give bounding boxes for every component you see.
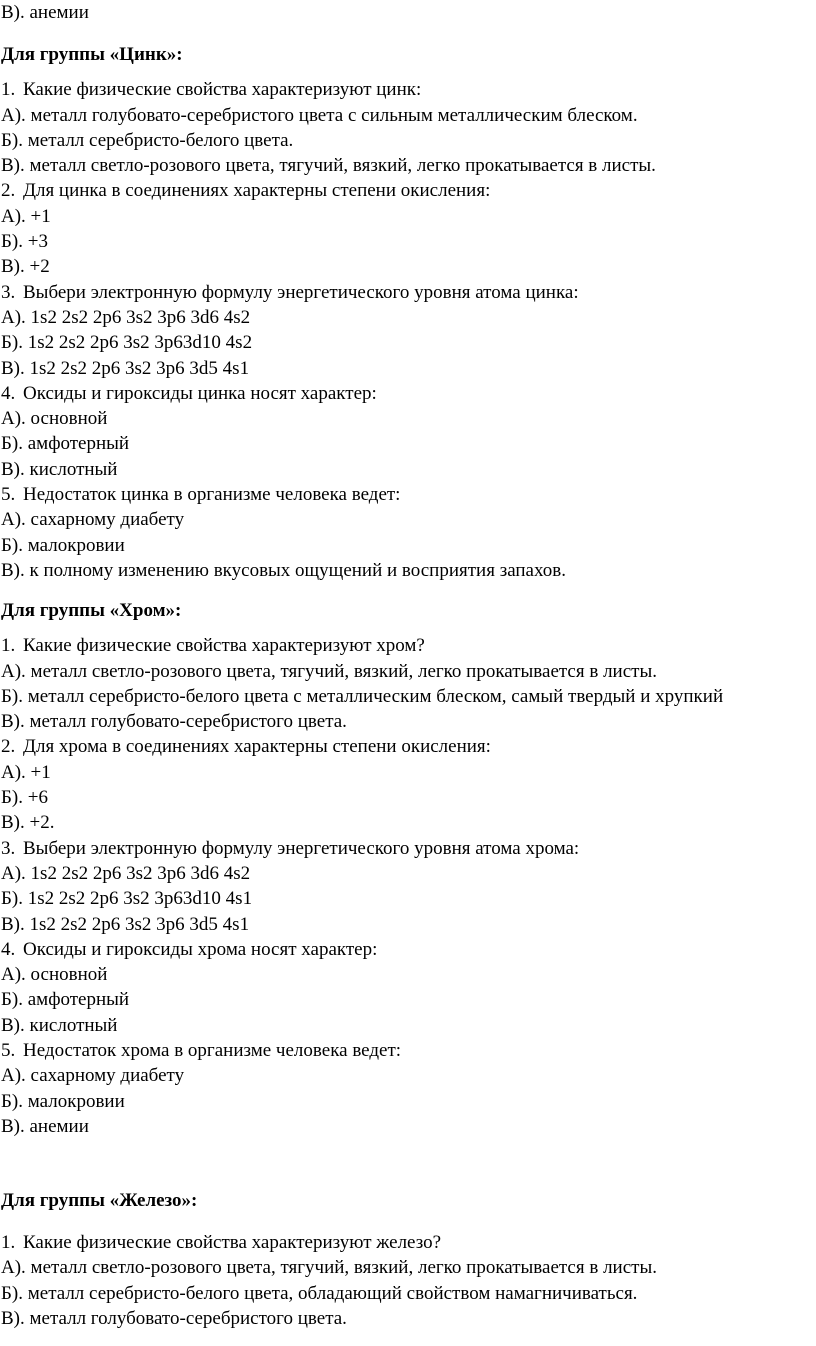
answer-option: В). 1s2 2s2 2p6 3s2 3p6 3d5 4s1 (1, 357, 250, 379)
answer-option: А). основной (1, 964, 108, 986)
section-heading: Для группы «Хром»: (1, 600, 182, 622)
question-number: 3. (1, 837, 16, 859)
answer-option: В). кислотный (1, 458, 118, 480)
question-text: Недостаток хрома в организме человека ведет: (23, 1039, 402, 1061)
question-text: Какие физические свойства характеризуют цинк: (23, 79, 422, 101)
answer-option: Б). металл серебристо-белого цвета, обладающий свойством намагничиваться. (1, 1282, 638, 1304)
section-1 (1, 598, 816, 1139)
question-text: Оксиды и гироксиды хрома носят характер: (23, 938, 378, 960)
answer-option: Б). 1s2 2s2 2p6 3s2 3p63d10 4s2 (1, 332, 253, 354)
question (1, 1230, 816, 1255)
question-text: Недостаток цинка в организме человека ведет: (23, 484, 401, 506)
answer-option: Б). амфотерный (1, 433, 130, 455)
question (1, 77, 816, 102)
answer-option: А). 1s2 2s2 2p6 3s2 3p6 3d6 4s2 (1, 862, 251, 884)
answer-option: А). +1 (1, 205, 51, 227)
question-number: 2. (1, 180, 16, 202)
question-text: Для хрома в соединениях характерны степени окисления: (23, 736, 491, 758)
answer-option: Б). металл серебристо-белого цвета. (1, 129, 294, 151)
question (1, 1038, 816, 1063)
answer-option: Б). амфотерный (1, 989, 130, 1011)
answer-option: Б). малокровии (1, 534, 125, 556)
question-text: Выбери электронную формулу энергетического уровня атома цинка: (23, 281, 579, 303)
question-number: 5. (1, 484, 16, 506)
answer-option: В). металл голубовато-серебристого цвета. (1, 711, 347, 733)
section-2 (1, 1188, 816, 1331)
answer-option: В). металл светло-розового цвета, тягучий, вязкий, легко прокатывается в листы. (1, 155, 656, 177)
answer-option: В). анемии (1, 1115, 89, 1137)
question-number: 2. (1, 736, 16, 758)
answer-option: А). металл светло-розового цвета, тягучий, вязкий, легко прокатывается в листы. (1, 1257, 657, 1279)
question (1, 280, 816, 305)
question-number: 3. (1, 281, 16, 303)
section-0 (1, 42, 816, 583)
question-text: Какие физические свойства характеризуют железо? (23, 1232, 442, 1254)
question (1, 937, 816, 962)
question (1, 482, 816, 507)
answer-option: Б). 1s2 2s2 2p6 3s2 3p63d10 4s1 (1, 888, 253, 910)
question (1, 836, 816, 861)
question-text: Для цинка в соединениях характерны степени окисления: (23, 180, 491, 202)
answer-option: Б). малокровии (1, 1090, 125, 1112)
question-number: 4. (1, 938, 16, 960)
question (1, 381, 816, 406)
answer-option: В). 1s2 2s2 2p6 3s2 3p6 3d5 4s1 (1, 913, 250, 935)
answer-option: В). +2. (1, 812, 55, 834)
question (1, 178, 816, 203)
answer-option: А). сахарному диабету (1, 509, 185, 531)
answer-option: А). сахарному диабету (1, 1065, 185, 1087)
question-number: 5. (1, 1039, 16, 1061)
question-number: 4. (1, 382, 16, 404)
answer-option: В). кислотный (1, 1014, 118, 1036)
answer-option: В). к полному изменению вкусовых ощущений и восприятия запахов. (1, 559, 566, 581)
answer-option: Б). металл серебристо-белого цвета с металлическим блеском, самый твердый и хрупкий (1, 685, 724, 707)
answer-option: А). металл голубовато-серебристого цвета с сильным металлическим блеском. (1, 104, 638, 126)
question-text: Оксиды и гироксиды цинка носят характер: (23, 382, 377, 404)
answer-option: А). +1 (1, 761, 51, 783)
answer-option: В). металл голубовато-серебристого цвета. (1, 1308, 347, 1330)
question-number: 1. (1, 79, 16, 101)
question-number: 1. (1, 635, 16, 657)
section-heading: Для группы «Железо»: (1, 1190, 198, 1212)
answer-option: Б). +6 (1, 787, 48, 809)
answer-option: А). 1s2 2s2 2p6 3s2 3p6 3d6 4s2 (1, 306, 251, 328)
question (1, 633, 816, 658)
intro-line: В). анемии (1, 2, 89, 23)
answer-option: А). металл светло-розового цвета, тягучий, вязкий, легко прокатывается в листы. (1, 660, 657, 682)
question (1, 734, 816, 759)
answer-option: Б). +3 (1, 231, 48, 253)
question-text: Какие физические свойства характеризуют хром? (23, 635, 425, 657)
question-text: Выбери электронную формулу энергетического уровня атома хрома: (23, 837, 580, 859)
question-number: 1. (1, 1232, 16, 1254)
section-heading: Для группы «Цинк»: (1, 44, 183, 66)
answer-option: В). +2 (1, 256, 50, 278)
answer-option: А). основной (1, 408, 108, 430)
